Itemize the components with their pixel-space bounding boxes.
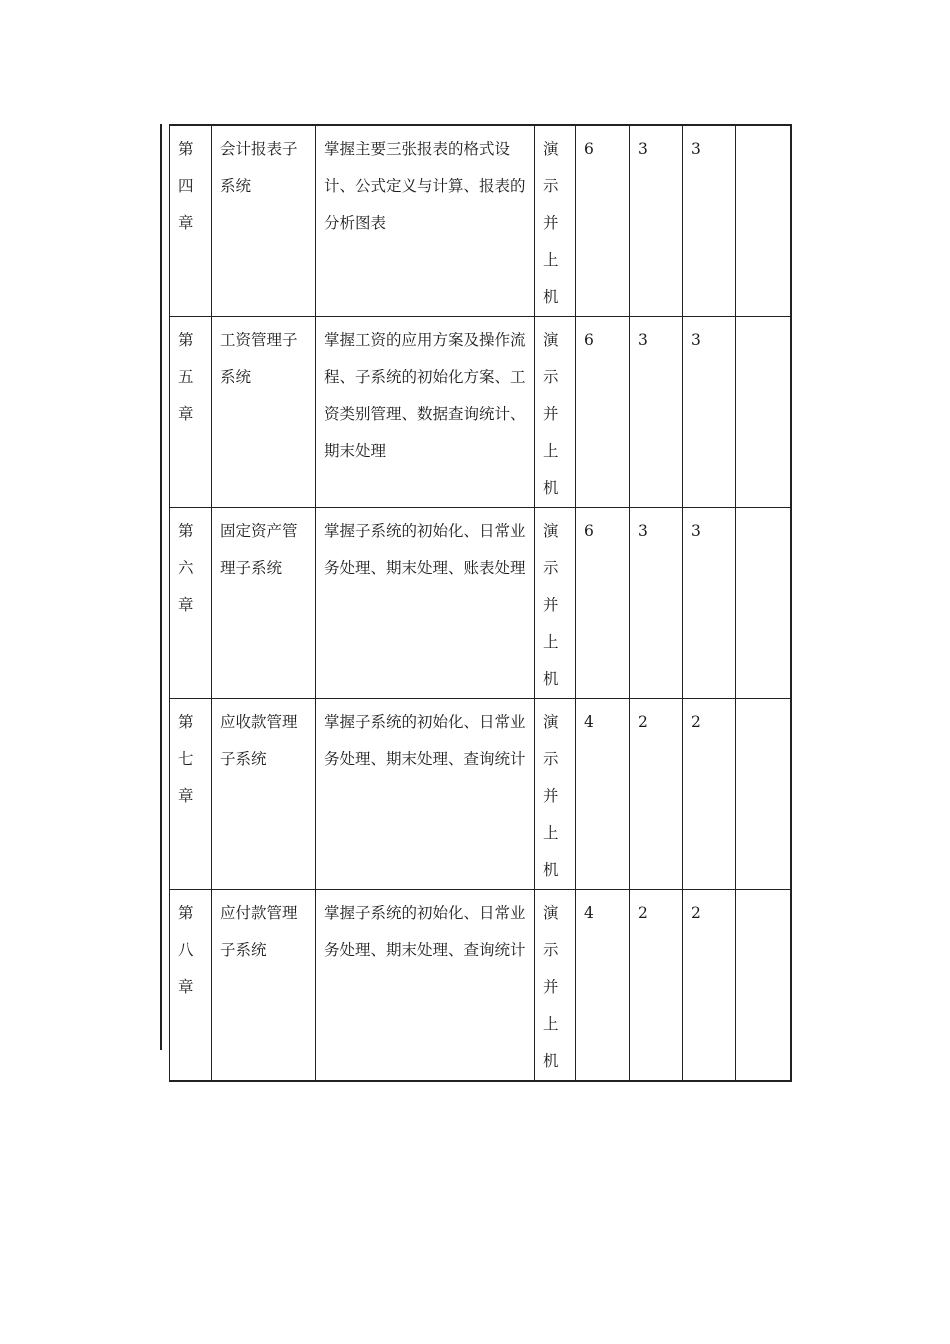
chapter-cell: 第 七 章 — [170, 699, 212, 890]
total-hours-cell: 6 — [576, 125, 630, 317]
content-cell: 掌握工资的应用方案及操作流程、子系统的初始化方案、工资类别管理、数据查询统计、期末处理 — [316, 317, 535, 508]
chapter-cell: 第 五 章 — [170, 317, 212, 508]
lecture-hours-cell: 3 — [630, 125, 683, 317]
table-row — [170, 890, 791, 1082]
lab-hours-cell: 3 — [683, 317, 736, 508]
total-hours-cell: 6 — [576, 317, 630, 508]
lab-hours-cell: 3 — [683, 508, 736, 699]
table-left-rule — [160, 124, 162, 1050]
total-hours-cell: 6 — [576, 508, 630, 699]
note-cell — [736, 508, 791, 699]
subsystem-cell: 应付款管理子系统 — [212, 890, 316, 1082]
lab-hours-cell: 3 — [683, 125, 736, 317]
lecture-hours-cell: 3 — [630, 508, 683, 699]
chapter-cell: 第 六 章 — [170, 508, 212, 699]
lecture-hours-cell: 2 — [630, 699, 683, 890]
note-cell — [736, 125, 791, 317]
table-row — [170, 317, 791, 508]
lab-hours-cell: 2 — [683, 890, 736, 1082]
method-cell: 演 示 并 上 机 — [535, 125, 576, 317]
note-cell — [736, 890, 791, 1082]
subsystem-cell: 会计报表子系统 — [212, 125, 316, 317]
table-row — [170, 508, 791, 699]
chapter-cell: 第 四 章 — [170, 125, 212, 317]
content-cell: 掌握主要三张报表的格式设计、公式定义与计算、报表的分析图表 — [316, 125, 535, 317]
subsystem-cell: 固定资产管理子系统 — [212, 508, 316, 699]
total-hours-cell: 4 — [576, 699, 630, 890]
subsystem-cell: 工资管理子系统 — [212, 317, 316, 508]
lab-hours-cell: 2 — [683, 699, 736, 890]
table-row — [170, 125, 791, 317]
lecture-hours-cell: 2 — [630, 890, 683, 1082]
method-cell: 演 示 并 上 机 — [535, 317, 576, 508]
method-cell: 演 示 并 上 机 — [535, 699, 576, 890]
note-cell — [736, 317, 791, 508]
method-cell: 演 示 并 上 机 — [535, 890, 576, 1082]
subsystem-cell: 应收款管理子系统 — [212, 699, 316, 890]
content-cell: 掌握子系统的初始化、日常业务处理、期末处理、查询统计 — [316, 699, 535, 890]
course-schedule-table — [169, 124, 792, 1082]
method-cell: 演 示 并 上 机 — [535, 508, 576, 699]
table-row — [170, 699, 791, 890]
content-cell: 掌握子系统的初始化、日常业务处理、期末处理、账表处理 — [316, 508, 535, 699]
content-cell: 掌握子系统的初始化、日常业务处理、期末处理、查询统计 — [316, 890, 535, 1082]
note-cell — [736, 699, 791, 890]
lecture-hours-cell: 3 — [630, 317, 683, 508]
total-hours-cell: 4 — [576, 890, 630, 1082]
chapter-cell: 第 八 章 — [170, 890, 212, 1082]
